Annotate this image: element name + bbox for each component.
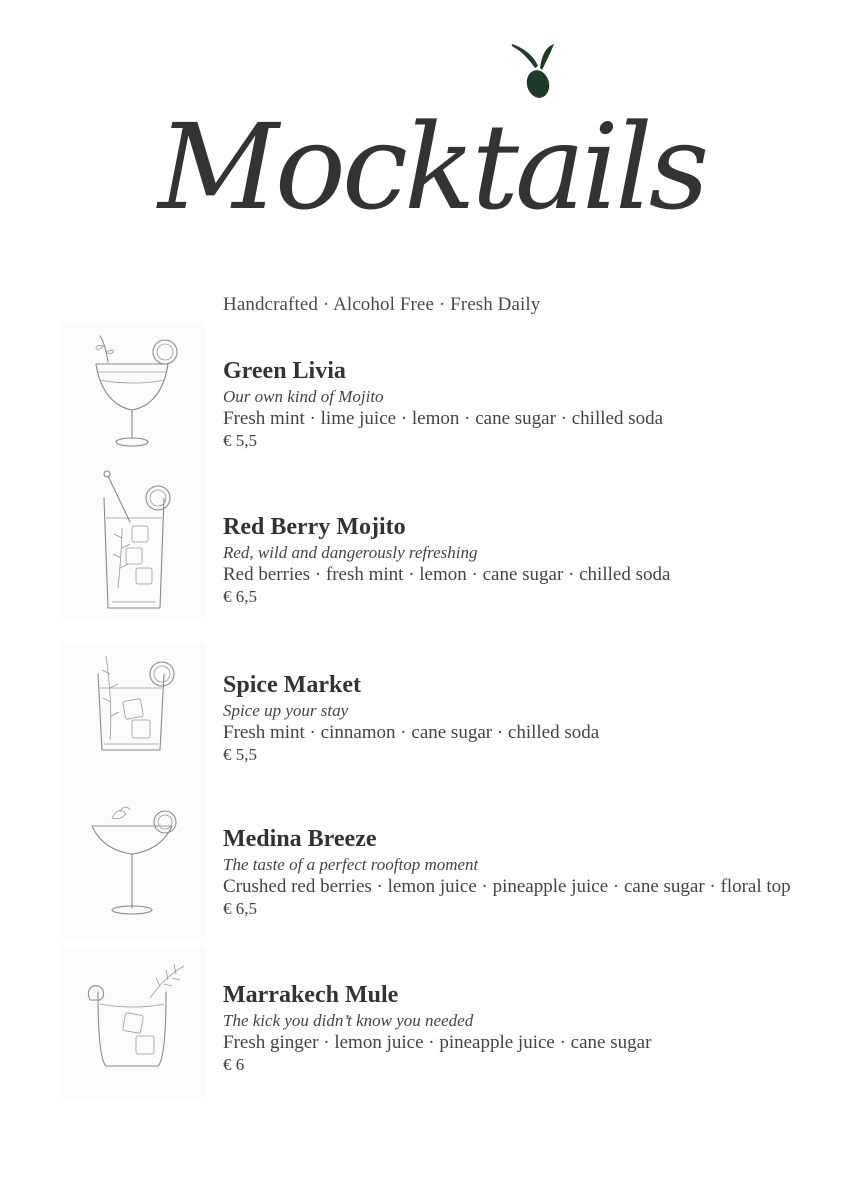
item-tagline: The kick you didn’t know you needed [223,1011,474,1030]
item-tagline: The taste of a perfect rooftop moment [223,855,479,874]
item-price: € 6,5 [223,899,257,918]
item-price: € 6 [223,1055,245,1074]
item-ingredients: Fresh ginger · lemon juice · pineapple juice · cane sugar [223,1032,652,1053]
menu-tagline: Handcrafted · Alcohol Free · Fresh Daily [223,294,541,315]
item-price: € 5,5 [223,431,257,450]
highball-glass-icon [60,468,205,618]
menu-item-red-berry-mojito [60,468,830,618]
mocktails-logo [150,18,706,293]
menu-item-marrakech-mule [60,948,830,1098]
item-name: Green Livia [223,358,346,384]
item-ingredients: Crushed red berries · lemon juice · pineapple juice · cane sugar · floral top [223,876,791,897]
menu-item-spice-market [60,644,830,794]
rocks-glass-icon [60,644,205,794]
tumbler-glass-icon [60,948,205,1098]
item-name: Medina Breeze [223,826,377,852]
item-ingredients: Red berries · fresh mint · lemon · cane sugar · chilled soda [223,564,671,585]
coupe-glass-icon [60,322,205,472]
menu-item-medina-breeze [60,788,830,938]
item-price: € 6,5 [223,587,257,606]
item-ingredients: Fresh mint · lime juice · lemon · cane sugar · chilled soda [223,408,664,429]
cocktail-glass-icon [60,788,205,938]
item-name: Marrakech Mule [223,982,399,1008]
item-ingredients: Fresh mint · cinnamon · cane sugar · chilled soda [223,722,600,743]
item-price: € 5,5 [223,745,257,764]
item-name: Red Berry Mojito [223,514,406,540]
item-tagline: Spice up your stay [223,701,349,720]
page-title: Mocktails [158,98,706,236]
item-name: Spice Market [223,672,361,698]
olive-icon [512,44,554,100]
menu-item-green-livia [60,322,830,472]
item-tagline: Our own kind of Mojito [223,387,384,406]
item-tagline: Red, wild and dangerously refreshing [223,543,478,562]
mocktails-script-title [150,18,706,293]
